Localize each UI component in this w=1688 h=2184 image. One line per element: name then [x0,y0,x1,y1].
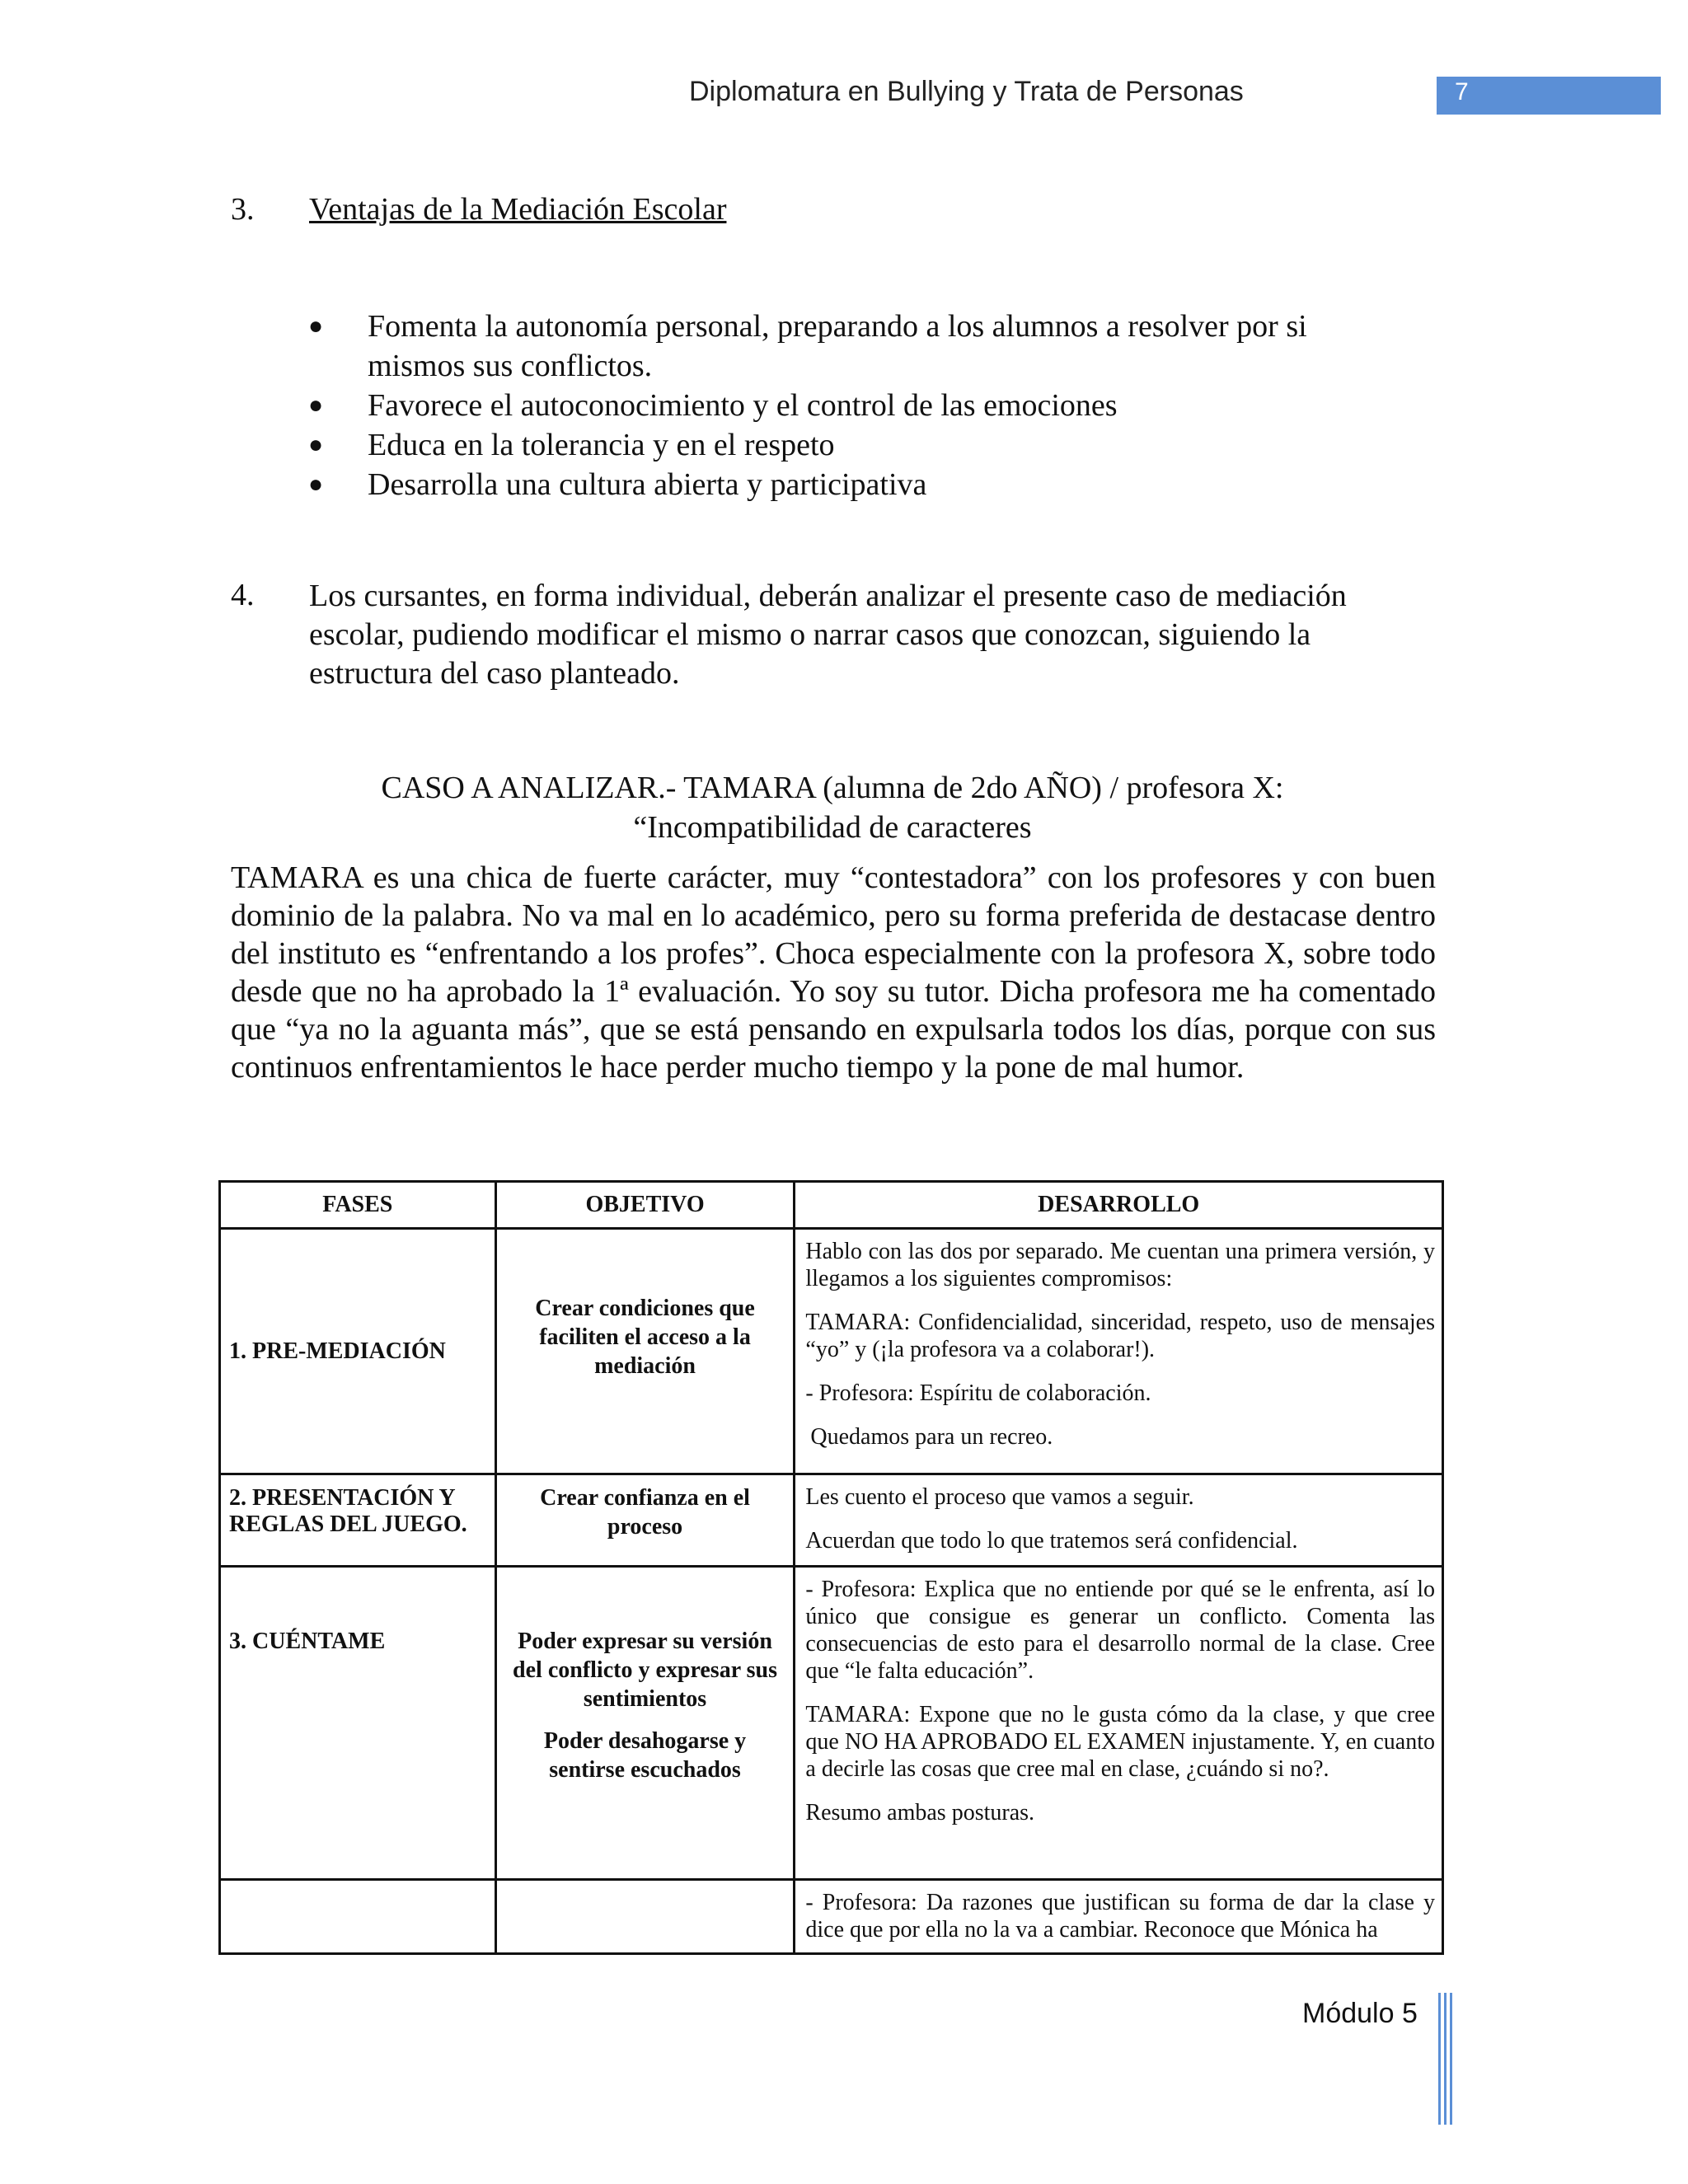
advantages-list [305,307,1376,504]
footer-decorative-lines [1438,1993,1456,2125]
case-title-line-1: CASO A ANALIZAR.- TAMARA (alumna de 2do AÑO) / profesora X: [381,771,1284,805]
table-header-row [220,1182,1443,1229]
bullet-icon: ● [308,431,324,458]
case-title-line-2: “Incompatibilidad de caracteres [633,810,1032,845]
header-desarrollo: DESARROLLO [795,1182,1443,1229]
table-row [220,1567,1443,1880]
footer-module-label: Módulo 5 [1302,1998,1418,2029]
case-description: TAMARA es una chica de fuerte carácter, muy “contestadora” con los profesores y con buen dominio de la palabra. No va mal en lo académico, pero su forma preferida de destacase dentro del instituto es “enfrentando a los profes”. Choca especialmente con la profesora X, sobre todo desde que no ha aprobado la 1ª evaluación. Yo soy su tutor. Dicha profesora me ha comentado que “ya no la aguanta más”, que se está pensando en expulsarla todos los días, porque con sus continuos enfrentamientos le hace perder mucho tiempo y la pone de mal humor. [231,860,1436,1085]
objective-cell: Poder expresar su versión del conflicto y expresar sus sentimientos Poder desahogarse y sentirse escuchados [495,1567,795,1880]
phase-cell [220,1880,496,1954]
bullet-icon: ● [308,391,324,419]
phase-cell: 1. PRE-MEDIACIÓN [220,1229,496,1474]
table-row [220,1474,1443,1567]
page-number: 7 [1455,78,1469,105]
objective-cell: Crear confianza en el proceso [495,1474,795,1567]
development-cell: - Profesora: Explica que no entiende por qué se le enfrenta, así lo único que consigue es generar un conflicto. Comenta las consecuencias de esto para el desarrollo normal de la clase. Cree que “le falta educación”. TAMARA: Expone que no le gusta cómo da la clase, y que cree que NO HA APROBADO EL EXAMEN injustamente. Y, en cuanto a decirle las cosas que cree mal en clase, ¿cuándo si no?. Resumo ambas posturas. [795,1567,1443,1880]
section-4-number: 4. [231,578,255,612]
bullet-icon: ● [308,312,324,340]
list-item: ● Educa en la tolerancia y en el respeto [305,425,1376,465]
list-item: ● Desarrolla una cultura abierta y participativa [305,465,1376,504]
header-objetivo: OBJETIVO [495,1182,795,1229]
objective-cell [495,1880,795,1954]
phase-cell: 2. PRESENTACIÓN Y REGLAS DEL JUEGO. [220,1474,496,1567]
list-item: ● Fomenta la autonomía personal, preparando a los alumnos a resolver por si mismos sus conflictos. [305,307,1376,386]
table-row [220,1229,1443,1474]
section-3-title: Ventajas de la Mediación Escolar [309,192,727,227]
running-header-title: Diplomatura en Bullying y Trata de Personas [689,76,1244,107]
mediation-phases-table [218,1180,1444,1955]
case-title [247,768,1418,847]
bullet-icon: ● [308,471,324,498]
table-row [220,1880,1443,1954]
page-number-badge [1437,77,1661,115]
development-cell: - Profesora: Da razones que justifican su forma de dar la clase y dice que por ella no la va a cambiar. Reconoce que Mónica ha [795,1880,1443,1954]
phase-cell: 3. CUÉNTAME [220,1567,496,1880]
list-item: ● Favorece el autoconocimiento y el control de las emociones [305,386,1376,425]
section-4-text: Los cursantes, en forma individual, deberán analizar el presente caso de mediación escolar, pudiendo modificar el mismo o narrar casos que conozcan, siguiendo la estructura del caso planteado. [309,579,1347,691]
header-fases: FASES [220,1182,496,1229]
objective-cell: Crear condiciones que faciliten el acceso a la mediación [495,1229,795,1474]
development-cell: Les cuento el proceso que vamos a seguir. Acuerdan que todo lo que tratemos será confidencial. [795,1474,1443,1567]
section-3-number: 3. [231,192,255,227]
development-cell: Hablo con las dos por separado. Me cuentan una primera versión, y llegamos a los siguientes compromisos: TAMARA: Confidencialidad, sinceridad, respeto, uso de mensajes “yo” y (¡la profesora va a colaborar!). - Profesora: Espíritu de colaboración. Quedamos para un recreo. [795,1229,1443,1474]
